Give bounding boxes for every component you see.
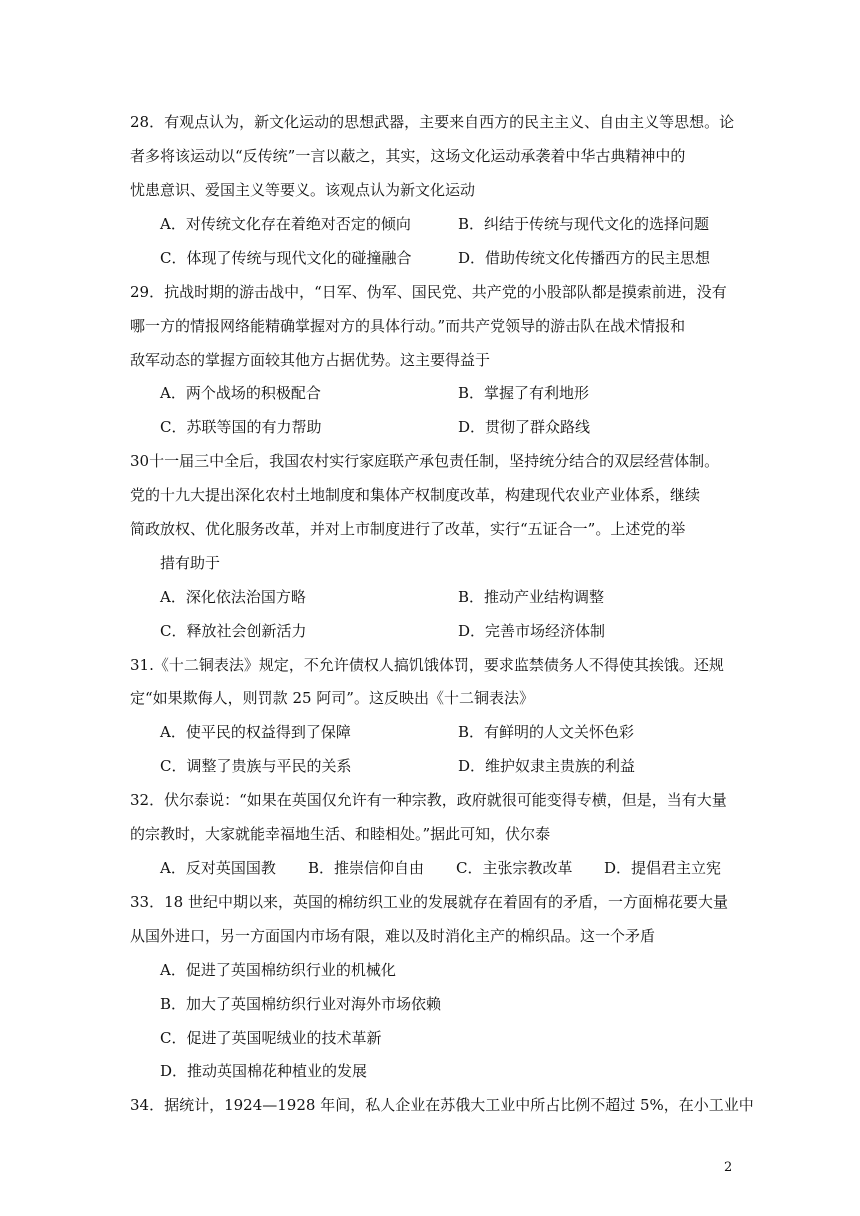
q28-option-b: B．纠结于传统与现代文化的选择问题 bbox=[458, 215, 710, 233]
question-28-line-2: 者多将该运动以“反传统”一言以蔽之，其实，这场文化运动承袭着中华古典精神中的 bbox=[130, 147, 686, 165]
question-29-line-1: 29．抗战时期的游击战中，“日军、伪军、国民党、共产党的小股部队都是摸索前进，没有 bbox=[130, 283, 727, 301]
q32-option-a: A．反对英国国教 bbox=[160, 859, 276, 877]
q29-option-c: C．苏联等国的有力帮助 bbox=[160, 418, 322, 436]
question-30-line-1: 30十一届三中全后，我国农村实行家庭联产承包责任制，坚持统分结合的双层经营体制。 bbox=[130, 452, 720, 470]
q33-option-d: D．推动英国棉花种植业的发展 bbox=[160, 1062, 368, 1080]
q30-option-b: B．推动产业结构调整 bbox=[458, 588, 605, 606]
question-29-line-3: 敌军动态的掌握方面较其他方占据优势。这主要得益于 bbox=[130, 351, 491, 369]
question-30-line-3: 简政放权、优化服务改革，并对上市制度进行了改革，实行“五证合一”。上述党的举 bbox=[130, 520, 686, 538]
q31-option-d: D．维护奴隶主贵族的利益 bbox=[458, 757, 636, 775]
question-33-line-2: 从国外进口，另一方面国内市场有限，难以及时消化主产的棉织品。这一个矛盾 bbox=[130, 927, 656, 945]
question-33-line-1: 33．18 世纪中期以来，英国的棉纺织工业的发展就存在着固有的矛盾，一方面棉花要大量 bbox=[130, 893, 728, 911]
question-34-line-1: 34．据统计，1924—1928 年间，私人企业在苏俄大工业中所占比例不超过 5%，在小工业中 bbox=[130, 1096, 754, 1114]
q29-option-a: A．两个战场的积极配合 bbox=[160, 384, 321, 402]
question-30-line-4: 措有助于 bbox=[160, 554, 221, 572]
q33-option-a: A．促进了英国棉纺织行业的机械化 bbox=[160, 961, 396, 979]
question-29-line-2: 哪一方的情报网络能精确掌握对方的具体行动。”而共产党领导的游击队在战术情报和 bbox=[130, 317, 686, 335]
q30-option-d: D．完善市场经济体制 bbox=[458, 622, 606, 640]
q32-option-b: B．推崇信仰自由 bbox=[308, 859, 425, 877]
q31-option-b: B．有鲜明的人文关怀色彩 bbox=[458, 723, 635, 741]
question-31-line-2: 定“如果欺侮人，则罚款 25 阿司”。这反映出《十二铜表法》 bbox=[130, 689, 534, 707]
question-32-line-1: 32．伏尔泰说：“如果在英国仅允许有一种宗教，政府就很可能变得专横，但是，当有大量 bbox=[130, 791, 727, 809]
q30-option-c: C．释放社会创新活力 bbox=[160, 622, 307, 640]
q30-option-a: A．深化依法治国方略 bbox=[160, 588, 306, 606]
q33-option-b: B．加大了英国棉纺织行业对海外市场依赖 bbox=[160, 995, 442, 1013]
q31-option-a: A．使平民的权益得到了保障 bbox=[160, 723, 351, 741]
q28-option-d: D．借助传统文化传播西方的民主思想 bbox=[458, 249, 711, 267]
page-number: 2 bbox=[724, 1160, 733, 1175]
q29-option-b: B．掌握了有利地形 bbox=[458, 384, 590, 402]
q32-option-c: C．主张宗教改革 bbox=[456, 859, 573, 877]
question-31-line-1: 31.《十二铜表法》规定，不允许债权人搞饥饿体罚，要求监禁债务人不得使其挨饿。还规 bbox=[130, 656, 724, 674]
question-28-line-1: 28．有观点认为，新文化运动的思想武器，主要来自西方的民主主义、自由主义等思想。论 bbox=[130, 113, 735, 131]
q32-option-d: D．提倡君主立宪 bbox=[604, 859, 722, 877]
q31-option-c: C．调整了贵族与平民的关系 bbox=[160, 757, 352, 775]
q28-option-c: C．体现了传统与现代文化的碰撞融合 bbox=[160, 249, 412, 267]
q28-option-a: A．对传统文化存在着绝对否定的倾向 bbox=[160, 215, 411, 233]
question-28-line-3: 忧患意识、爱国主义等要义。该观点认为新文化运动 bbox=[130, 181, 476, 199]
question-30-line-2: 党的十九大提出深化农村土地制度和集体产权制度改革，构建现代农业产业体系，继续 bbox=[130, 486, 701, 504]
question-32-line-2: 的宗教时，大家就能幸福地生活、和睦相处。”据此可知，伏尔泰 bbox=[130, 825, 551, 843]
q29-option-d: D．贯彻了群众路线 bbox=[458, 418, 591, 436]
q33-option-c: C．促进了英国呢绒业的技术革新 bbox=[160, 1029, 382, 1047]
